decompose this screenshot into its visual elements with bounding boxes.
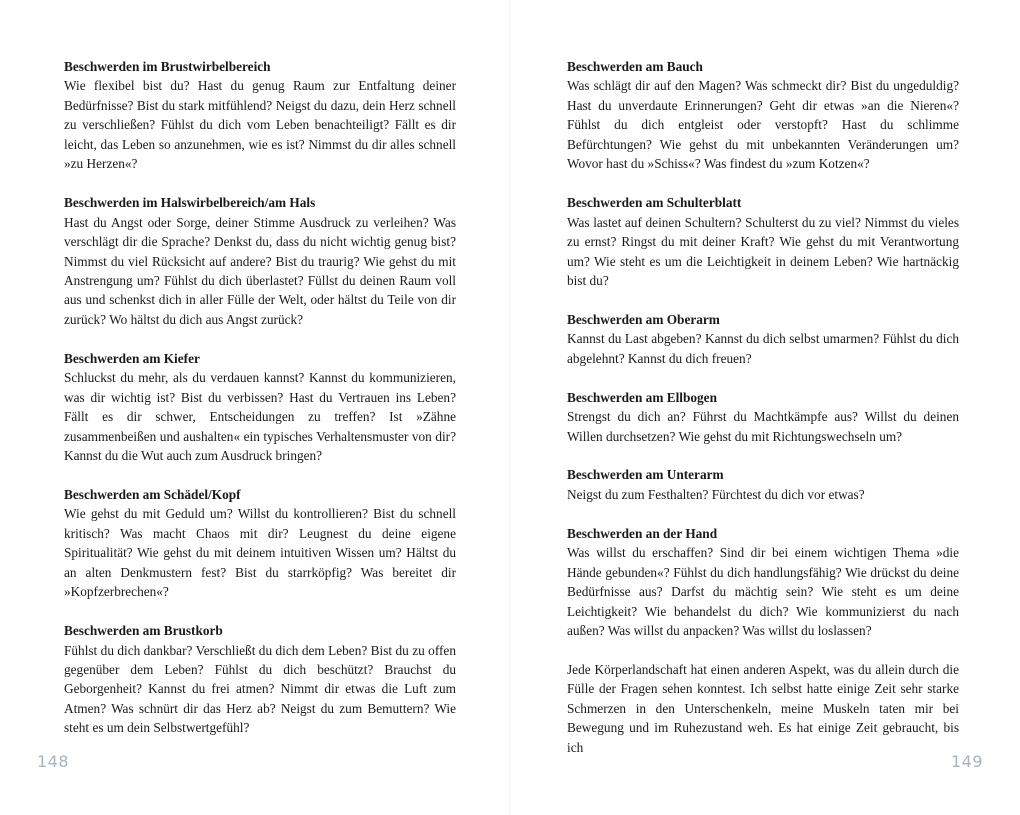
section-text: Wie gehst du mit Geduld um? Willst du kontrollieren? Bist du schnell kritisch? Was macht Chaos mit dir? Leugnest du deine eigene Spiritualität? Wie gehst du mit deinem intuitiven Wissen um? Hältst du an alten Denkmustern fest? Bist du starrköpfig? Was bereitet dir »Kopfzerbrechen«? [64,506,456,600]
section-text: Neigst du zum Festhalten? Fürchtest du dich vor etwas? [567,486,865,502]
section-oberarm [567,310,959,368]
section-brustwirbel [64,57,456,174]
section-text: Fühlst du dich dankbar? Verschließt du dich dem Leben? Bist du zu offen gegenüber dem Leben? Fühlst du dich beschützt? Brauchst du Geborgenheit? Kannst du frei atmen? Nimmt dir etwas die Luft zum Atmen? Was schnürt dir das Herz ab? Neigst du zum Bemuttern? Wie steht es um dein Selbstwertgefühl? [64,642,456,736]
section-bauch [567,57,959,174]
section-text: Wie flexibel bist du? Hast du genug Raum zur Entfaltung deiner Bedürfnisse? Bist du stark mitfühlend? Neigst du dazu, dein Herz schnell zu verschließen? Fühlst du dich vom Leben benachteiligt? Fällt es dir leicht, das Leben so anzunehmen, wie es ist? Nimmst du dir alles schnell »zu Herzen«? [64,78,456,172]
section-schulterblatt [567,193,959,290]
section-unterarm [567,465,959,504]
section-text: Kannst du Last abgeben? Kannst du dich selbst umarmen? Fühlst du dich abgelehnt? Kannst du dich freuen? [567,331,959,366]
section-text: Schluckst du mehr, als du verdauen kannst? Kannst du kommunizieren, was dir wichtig ist? Bist du verbissen? Hast du Vertrauen ins Leben? Fällt es dir schwer, Entscheidungen zu treffen? Ist »Zähne zusammenbeißen und aushalten« ein typisches Verhaltensmuster von dir? Kannst du die Wut auch zum Ausdruck bringen? [64,370,456,464]
page-number: 148 [37,752,70,771]
section-halswirbel [64,193,456,329]
section-schaedel [64,485,456,602]
section-brustkorb [64,621,456,738]
section-kiefer [64,349,456,466]
right-text-column [567,57,959,757]
left-text-column [64,57,456,757]
section-hand [567,524,959,641]
section-ellbogen [567,388,959,446]
closing-paragraph: Jede Körperlandschaft hat einen anderen Aspekt, was du allein durch die Fülle der Fragen sehen konntest. Ich selbst hatte einige Zeit sehr starke Schmerzen in den Unterschenkeln, meine Muskeln taten mir bei Bewegung und im Ruhezustand weh. Es hat einige Zeit gebraucht, bis ich [567,661,959,755]
section-heading: Beschwerden am Brustkorb [64,623,223,639]
section-heading: Beschwerden am Unterarm [567,467,724,483]
section-heading: Beschwerden im Brustwirbelbereich [64,59,271,74]
section-text: Hast du Angst oder Sorge, deiner Stimme Ausdruck zu verleihen? Was verschlägt dir die Sprache? Denkst du, dass du nicht wichtig genug bist? Nimmst du viel Rücksicht auf andere? Bist du traurig? Wie gehst du mit Anstrengung um? Fühlst du dich überlastet? Füllst du deinen Raum voll aus und schenkst dich in aller Fülle der Welt, oder hältst du Teile von dir zurück? Wo hältst du dich aus Angst zurück? [64,214,456,327]
page-number: 149 [950,752,983,771]
section-text: Was schlägt dir auf den Magen? Was schmeckt dir? Bist du ungeduldig? Hast du unverdaute Erinnerungen? Geht dir etwas »an die Nieren«? Fühlst du dich entgleist oder verstopft? Hast du schlimme Befürchtungen? Wie gehst du mit unbekannten Veränderungen um? Wovor hast du »Schiss«? Was findest du »zum Kotzen«? [567,78,959,172]
right-page [510,0,1020,815]
section-heading: Beschwerden an der Hand [567,525,718,541]
section-heading: Beschwerden am Ellbogen [567,389,717,405]
section-heading: Beschwerden am Schädel/Kopf [64,486,241,502]
section-heading: Beschwerden im Halswirbelbereich/am Hals [64,195,316,211]
section-text: Was lastet auf deinen Schultern? Schulterst du zu viel? Nimmst du vieles zu ernst? Ringst du mit deiner Kraft? Wie gehst du mit Verantwortung um? Wie steht es um die Leichtigkeit in deinem Leben? Wie hartnäckig bist du? [567,214,959,288]
section-heading: Beschwerden am Oberarm [567,311,720,327]
section-heading: Beschwerden am Bauch [567,59,703,74]
section-heading: Beschwerden am Kiefer [64,350,200,366]
section-text: Strengst du dich an? Führst du Machtkämpfe aus? Willst du deinen Willen durchsetzen? Wie gehst du mit Richtungswechseln um? [567,409,959,444]
section-heading: Beschwerden am Schulterblatt [567,195,742,211]
section-text: Was willst du erschaffen? Sind dir bei einem wichtigen Thema »die Hände gebunden«? Fühlst du dich handlungsfähig? Wie drückst du deine Bedürfnisse aus? Darfst du mächtig sein? Wie steht es um deine Leichtigkeit? Wie behandelst du dich? Wie kommunizierst du nach außen? Was willst du anpacken? Was willst du loslassen? [567,545,959,639]
